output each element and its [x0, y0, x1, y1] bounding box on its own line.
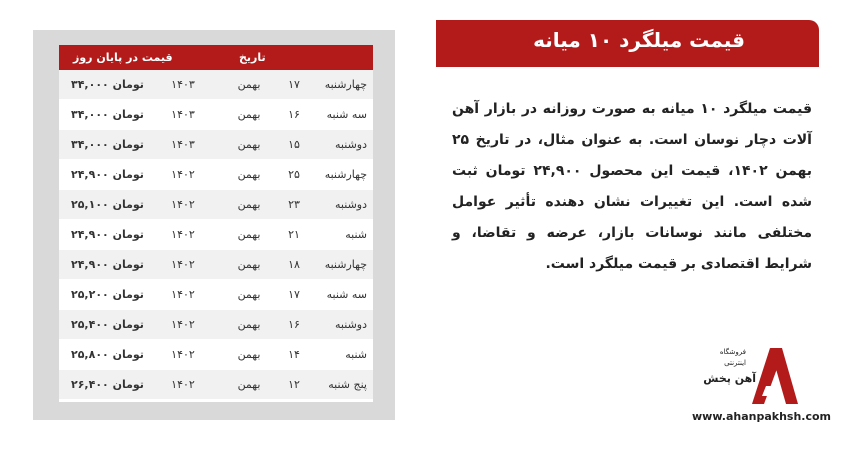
page-title: قیمت میلگرد ۱۰ میانه [533, 28, 745, 52]
table-row [59, 340, 373, 369]
day-cell: شنبه [345, 228, 367, 241]
year-cell: ۱۴۰۲ [171, 378, 195, 391]
day-number-cell: ۲۱ [288, 228, 300, 241]
day-number-cell: ۱۲ [288, 378, 300, 391]
price-cell: ۳۴,۰۰۰ تومان [71, 108, 144, 121]
price-cell: ۲۵,۴۰۰ تومان [71, 318, 144, 331]
logo-line1: فروشگاه [719, 348, 746, 356]
day-number-cell: ۱۷ [288, 78, 300, 91]
month-cell: بهمن [237, 78, 261, 91]
table-row [59, 100, 373, 129]
table-row [59, 250, 373, 279]
year-cell: ۱۴۰۲ [171, 258, 195, 271]
day-number-cell: ۱۶ [288, 318, 300, 331]
day-cell: دوشنبه [335, 198, 367, 211]
day-cell: چهارشنبه [324, 78, 367, 91]
year-cell: ۱۴۰۳ [171, 108, 195, 121]
month-cell: بهمن [237, 258, 261, 271]
month-cell: بهمن [237, 198, 261, 211]
day-cell: شنبه [345, 348, 367, 361]
year-cell: ۱۴۰۳ [171, 78, 195, 91]
brand-logo[interactable] [688, 340, 832, 430]
year-cell: ۱۴۰۳ [171, 138, 195, 151]
price-cell: ۲۶,۴۰۰ تومان [71, 378, 144, 391]
price-cell: ۲۴,۹۰۰ تومان [71, 258, 144, 271]
year-cell: ۱۴۰۲ [171, 168, 195, 181]
day-number-cell: ۱۴ [288, 348, 300, 361]
month-cell: بهمن [237, 108, 261, 121]
header-date: تاریخ [239, 51, 266, 64]
table-row [59, 70, 373, 99]
table-row [59, 280, 373, 309]
table-row [59, 370, 373, 399]
day-cell: پنج شنبه [328, 378, 367, 391]
website-link[interactable]: www.ahanpakhsh.com [692, 410, 832, 423]
day-cell: دوشنبه [335, 318, 367, 331]
day-cell: چهارشنبه [324, 258, 367, 271]
year-cell: ۱۴۰۲ [171, 348, 195, 361]
day-number-cell: ۱۶ [288, 108, 300, 121]
month-cell: بهمن [237, 378, 261, 391]
price-cell: ۲۴,۹۰۰ تومان [71, 228, 144, 241]
day-cell: دوشنبه [335, 138, 367, 151]
table-row [59, 160, 373, 189]
day-number-cell: ۱۷ [288, 288, 300, 301]
day-number-cell: ۱۸ [288, 258, 300, 271]
price-cell: ۲۵,۲۰۰ تومان [71, 288, 144, 301]
day-cell: سه شنبه [326, 108, 367, 121]
price-cell: ۲۴,۹۰۰ تومان [71, 168, 144, 181]
price-cell: ۳۴,۰۰۰ تومان [71, 78, 144, 91]
year-cell: ۱۴۰۲ [171, 318, 195, 331]
header-price: قیمت در پایان روز [73, 51, 173, 64]
month-cell: بهمن [237, 288, 261, 301]
month-cell: بهمن [237, 138, 261, 151]
price-cell: ۲۵,۱۰۰ تومان [71, 198, 144, 211]
table-row [59, 310, 373, 339]
price-cell: ۲۵,۸۰۰ تومان [71, 348, 144, 361]
table-header [59, 45, 373, 70]
price-cell: ۳۴,۰۰۰ تومان [71, 138, 144, 151]
day-cell: سه شنبه [326, 288, 367, 301]
table-row [59, 130, 373, 159]
title-underline [436, 64, 819, 67]
price-table [59, 45, 373, 402]
month-cell: بهمن [237, 168, 261, 181]
logo-name: آهن پخش [703, 372, 756, 385]
year-cell: ۱۴۰۲ [171, 198, 195, 211]
year-cell: ۱۴۰۲ [171, 228, 195, 241]
month-cell: بهمن [237, 318, 261, 331]
month-cell: بهمن [237, 348, 261, 361]
day-cell: چهارشنبه [324, 168, 367, 181]
logo-line2: اینترنتی [724, 359, 746, 367]
table-row [59, 190, 373, 219]
year-cell: ۱۴۰۲ [171, 288, 195, 301]
table-row [59, 220, 373, 249]
day-number-cell: ۲۳ [288, 198, 300, 211]
day-number-cell: ۲۵ [288, 168, 300, 181]
description-paragraph: قیمت میلگرد ۱۰ میانه به صورت روزانه در بازار آهن آلات دچار نوسان است. به عنوان مثال، در تاریخ ۲۵ بهمن ۱۴۰۲، قیمت این محصول ۲۴,۹۰۰ تومان ثبت شده است. این تغییرات نشان دهنده تأثیر عوامل مختلفی مانند نوسانات بازار، عرضه و تقاضا، و شرایط اقتصادی بر قیمت میلگرد است. [452, 101, 812, 272]
month-cell: بهمن [237, 228, 261, 241]
title-bar [436, 20, 819, 64]
day-number-cell: ۱۵ [288, 138, 300, 151]
